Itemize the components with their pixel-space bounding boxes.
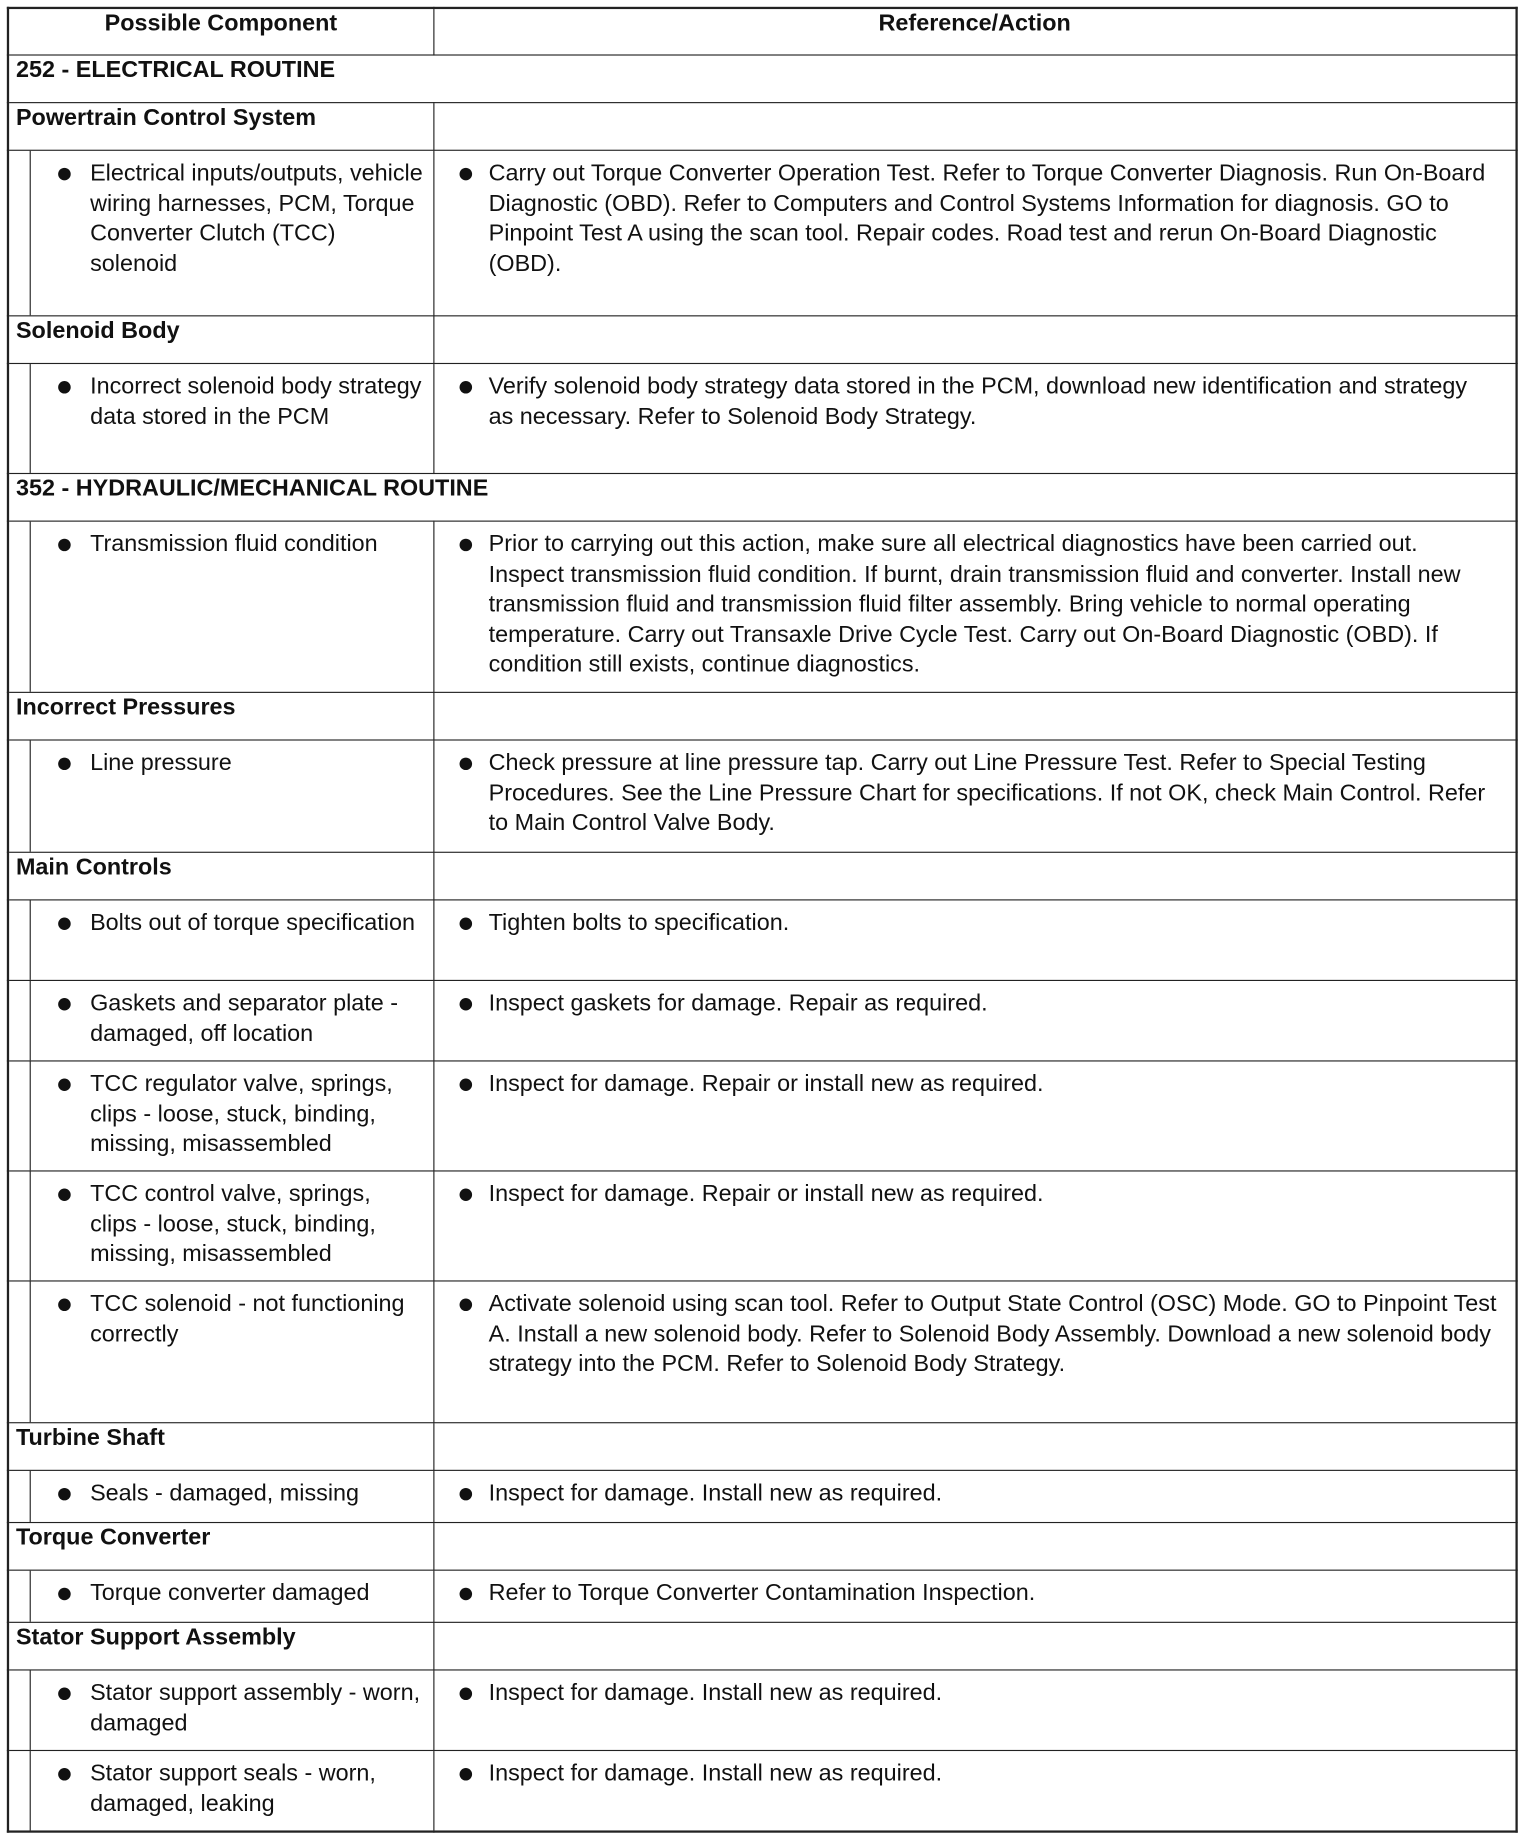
component-indent (30, 1172, 433, 1281)
column-header-possible-component: Possible Component (8, 8, 433, 55)
component-text: Gaskets and separator plate - damaged, off location (90, 990, 399, 1047)
action-text: Activate solenoid using scan tool. Refer to Output State Control (OSC) Mode. GO to Pinpoint Test A. Install a new solenoid body. Refer to Solenoid Body Assembly. Download a new solenoid body strategy into the PCM. Refer to Solenoid Body Strategy. (488, 1290, 1497, 1377)
action-bullet-line (434, 1678, 1497, 1708)
component-bullet-line (31, 1069, 424, 1159)
empty-cell (433, 1523, 1516, 1571)
action-cell (433, 150, 1516, 316)
table-row (8, 1570, 1517, 1622)
bullet-icon (58, 917, 71, 929)
bullet-icon (459, 381, 472, 393)
group-header-row (8, 692, 1517, 740)
empty-cell (433, 692, 1516, 740)
table-row (8, 363, 1517, 473)
component-cell (8, 1470, 433, 1522)
component-cell (8, 1171, 433, 1281)
table-row (8, 900, 1517, 981)
component-text: Line pressure (90, 749, 232, 776)
section-title: 252 - ELECTRICAL ROUTINE (8, 55, 1517, 103)
component-bullet-line (31, 1479, 424, 1509)
table-row (8, 1281, 1517, 1423)
action-cell (433, 1750, 1516, 1831)
empty-cell (433, 1423, 1516, 1471)
table-row (8, 1061, 1517, 1171)
group-header-row (8, 103, 1517, 151)
group-title: Incorrect Pressures (8, 692, 433, 740)
bullet-icon (58, 1299, 71, 1311)
component-indent (30, 1751, 433, 1830)
action-text: Inspect gaskets for damage. Repair as required. (488, 990, 988, 1017)
diagnosis-table (7, 7, 1518, 1833)
component-indent (30, 1062, 433, 1171)
component-text: Transmission fluid condition (90, 530, 378, 557)
group-title: Powertrain Control System (8, 103, 433, 151)
bullet-icon (459, 1079, 472, 1091)
bullet-icon (459, 168, 472, 180)
group-header-row (8, 316, 1517, 364)
column-header-reference-action: Reference/Action (433, 8, 1516, 55)
action-text: Tighten bolts to specification. (488, 909, 790, 936)
component-text: Torque converter damaged (90, 1579, 370, 1606)
bullet-icon (459, 1299, 472, 1311)
action-bullet-line (434, 749, 1497, 839)
component-cell (8, 1750, 433, 1831)
component-text: TCC solenoid - not functioning correctly (90, 1290, 405, 1347)
bullet-icon (58, 539, 71, 551)
bullet-icon (459, 917, 472, 929)
action-bullet-line (434, 530, 1497, 680)
section-header-row (8, 55, 1517, 103)
component-bullet-line (31, 159, 424, 279)
action-cell (433, 1670, 1516, 1751)
component-text: Incorrect solenoid body strategy data stored in the PCM (90, 373, 422, 430)
component-cell (8, 740, 433, 852)
component-text: Stator support assembly - worn, damaged (90, 1679, 421, 1736)
bullet-icon (58, 758, 71, 770)
component-text: Bolts out of torque specification (90, 909, 415, 936)
action-text: Verify solenoid body strategy data stored in the PCM, download new identification and strategy as necessary. Refer to Solenoid Body Strategy. (488, 373, 1468, 430)
action-bullet-line (434, 1179, 1497, 1209)
action-bullet-line (434, 1479, 1497, 1509)
component-indent (30, 364, 433, 473)
bullet-icon (58, 1488, 71, 1500)
component-cell (8, 1670, 433, 1751)
bullet-icon (459, 758, 472, 770)
component-bullet-line (31, 1289, 424, 1349)
action-text: Inspect for damage. Repair or install new as required. (488, 1070, 1044, 1097)
component-indent (30, 900, 433, 979)
component-bullet-line (31, 530, 424, 560)
empty-cell (433, 852, 1516, 900)
group-title: Turbine Shaft (8, 1423, 433, 1471)
component-cell (8, 363, 433, 473)
table-body (8, 55, 1517, 1832)
bullet-icon (58, 998, 71, 1010)
action-cell (433, 740, 1516, 852)
component-bullet-line (31, 989, 424, 1049)
component-indent (30, 522, 433, 692)
action-cell (433, 363, 1516, 473)
bullet-icon (58, 1588, 71, 1600)
component-cell (8, 1061, 433, 1171)
component-bullet-line (31, 1759, 424, 1819)
group-header-row (8, 852, 1517, 900)
action-bullet-line (434, 1289, 1497, 1379)
action-bullet-line (434, 372, 1497, 432)
bullet-icon (459, 1768, 472, 1780)
action-cell (433, 1570, 1516, 1622)
table-header-row (8, 8, 1517, 55)
action-text: Inspect for damage. Repair or install new as required. (488, 1180, 1044, 1207)
component-text: TCC control valve, springs, clips - loose, stuck, binding, missing, misassembled (90, 1180, 376, 1267)
action-text: Carry out Torque Converter Operation Test. Refer to Torque Converter Diagnosis. Run On-Board Diagnostic (OBD). Refer to Computers and Control Systems Information for diagnosis. GO to Pinpoint Test A using the scan tool. Repair codes. Road test and rerun On-Board Diagnostic (OBD). (488, 159, 1486, 277)
table-row (8, 521, 1517, 692)
table-row (8, 150, 1517, 316)
table-row (8, 1670, 1517, 1751)
action-text: Inspect for damage. Install new as required. (488, 1679, 943, 1706)
component-indent (30, 1282, 433, 1423)
action-cell (433, 1171, 1516, 1281)
action-cell (433, 1470, 1516, 1522)
action-text: Check pressure at line pressure tap. Carry out Line Pressure Test. Refer to Special Testing Procedures. See the Line Pressure Chart for specifications. If not OK, check Main Control. Refer to Main Control Valve Body. (488, 749, 1486, 836)
action-cell (433, 900, 1516, 981)
bullet-icon (459, 1488, 472, 1500)
action-bullet-line (434, 1759, 1497, 1789)
empty-cell (433, 316, 1516, 364)
action-text: Refer to Torque Converter Contamination Inspection. (488, 1579, 1036, 1606)
component-text: Electrical inputs/outputs, vehicle wiring harnesses, PCM, Torque Converter Clutch (TCC) solenoid (90, 159, 423, 277)
group-title: Main Controls (8, 852, 433, 900)
table-row (8, 980, 1517, 1061)
component-bullet-line (31, 372, 424, 432)
bullet-icon (58, 1688, 71, 1700)
table-row (8, 1470, 1517, 1522)
table-row (8, 1171, 1517, 1281)
component-indent (30, 1671, 433, 1750)
component-bullet-line (31, 908, 424, 938)
component-indent (30, 741, 433, 852)
bullet-icon (459, 1688, 472, 1700)
action-bullet-line (434, 159, 1497, 279)
component-indent (30, 151, 433, 315)
component-indent (30, 981, 433, 1060)
bullet-icon (58, 1079, 71, 1091)
component-cell (8, 150, 433, 316)
group-header-row (8, 1523, 1517, 1571)
group-header-row (8, 1622, 1517, 1670)
empty-cell (433, 1622, 1516, 1670)
section-header-row (8, 473, 1517, 521)
bullet-icon (459, 539, 472, 551)
component-text: Stator support seals - worn, damaged, leaking (90, 1760, 376, 1817)
component-bullet-line (31, 1678, 424, 1738)
component-bullet-line (31, 1179, 424, 1269)
table-row (8, 1750, 1517, 1831)
component-cell (8, 900, 433, 981)
component-cell (8, 980, 433, 1061)
component-indent (30, 1571, 433, 1622)
action-cell (433, 521, 1516, 692)
group-title: Torque Converter (8, 1523, 433, 1571)
component-cell (8, 521, 433, 692)
bullet-icon (459, 1588, 472, 1600)
component-text: Seals - damaged, missing (90, 1480, 360, 1507)
component-bullet-line (31, 749, 424, 779)
section-title: 352 - HYDRAULIC/MECHANICAL ROUTINE (8, 473, 1517, 521)
action-bullet-line (434, 989, 1497, 1019)
action-bullet-line (434, 1069, 1497, 1099)
bullet-icon (459, 998, 472, 1010)
action-cell (433, 980, 1516, 1061)
action-cell (433, 1281, 1516, 1423)
action-bullet-line (434, 1579, 1497, 1609)
group-header-row (8, 1423, 1517, 1471)
component-bullet-line (31, 1579, 424, 1609)
group-title: Solenoid Body (8, 316, 433, 364)
bullet-icon (58, 1768, 71, 1780)
bullet-icon (459, 1189, 472, 1201)
action-bullet-line (434, 908, 1497, 938)
bullet-icon (58, 1189, 71, 1201)
action-text: Prior to carrying out this action, make sure all electrical diagnostics have been carried out. Inspect transmission fluid condition. If burnt, drain transmission fluid and converter. Install new transmission fluid and transmission fluid filter assembly. Bring vehicle to normal operating temperature. Carry out Transaxle Drive Cycle Test. Carry out On-Board Diagnostic (OBD). If condition still exists, continue diagnostics. (488, 530, 1461, 678)
action-cell (433, 1061, 1516, 1171)
bullet-icon (58, 168, 71, 180)
bullet-icon (58, 381, 71, 393)
component-cell (8, 1281, 433, 1423)
component-text: TCC regulator valve, springs, clips - loose, stuck, binding, missing, misassembled (90, 1070, 393, 1157)
table-row (8, 740, 1517, 852)
action-text: Inspect for damage. Install new as required. (488, 1480, 943, 1507)
component-cell (8, 1570, 433, 1622)
empty-cell (433, 103, 1516, 151)
component-indent (30, 1471, 433, 1522)
action-text: Inspect for damage. Install new as required. (488, 1760, 943, 1787)
group-title: Stator Support Assembly (8, 1622, 433, 1670)
